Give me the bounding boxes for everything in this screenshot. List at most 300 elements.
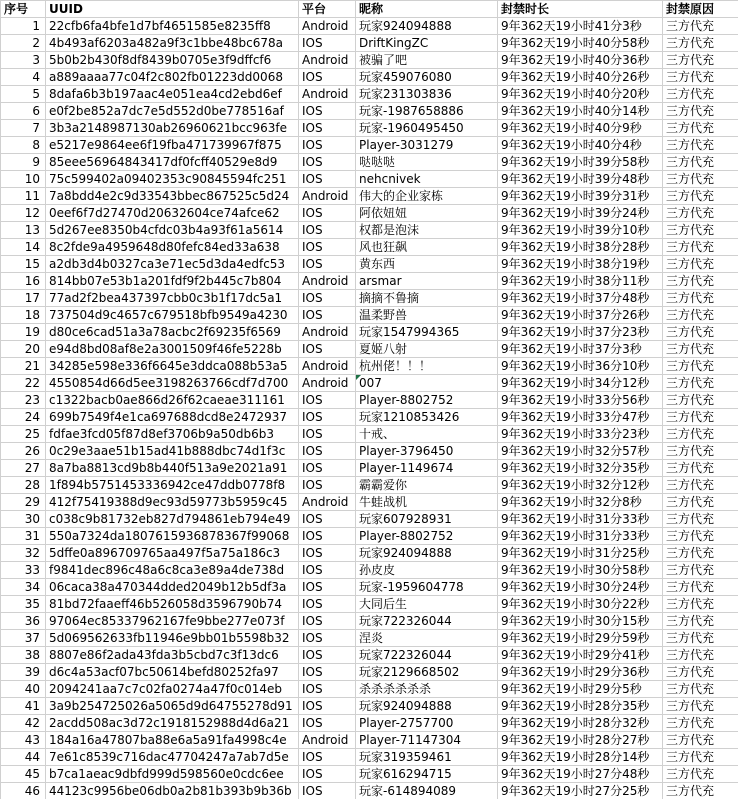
cell-duration[interactable]: 9年362天19小时29分5秒 xyxy=(498,681,663,698)
cell-duration[interactable]: 9年362天19小时33分47秒 xyxy=(498,409,663,426)
cell-duration[interactable]: 9年362天19小时32分57秒 xyxy=(498,443,663,460)
cell-duration[interactable]: 9年362天19小时27分25秒 xyxy=(498,783,663,799)
cell-platform[interactable]: IOS xyxy=(299,596,356,613)
cell-uuid[interactable]: 184a16a47807ba88e6a5a91fa4998c4e xyxy=(46,732,299,749)
cell-platform[interactable]: IOS xyxy=(299,392,356,409)
cell-platform[interactable]: IOS xyxy=(299,103,356,120)
cell-reason[interactable]: 三方代充 xyxy=(663,290,738,307)
header-row xyxy=(1,1,738,18)
cell-reason[interactable]: 三方代充 xyxy=(663,647,738,664)
cell-reason[interactable]: 三方代充 xyxy=(663,511,738,528)
cell-platform[interactable]: IOS xyxy=(299,749,356,766)
cell-uuid[interactable]: b7ca1aeac9dbfd999d598560e0cdc6ee xyxy=(46,766,299,783)
cell-nickname[interactable]: DriftKingZC xyxy=(356,35,498,52)
cell-nickname[interactable]: 哒哒哒 xyxy=(356,154,498,171)
cell-uuid[interactable]: d6c4a53acf07bc50614befd80252fa97 xyxy=(46,664,299,681)
cell-uuid[interactable]: c1322bacb0ae866d26f62caeae311161 xyxy=(46,392,299,409)
cell-reason[interactable]: 三方代充 xyxy=(663,528,738,545)
cell-nickname[interactable]: Player-1149674 xyxy=(356,460,498,477)
cell-uuid[interactable]: c038c9b81732eb827d794861eb794e49 xyxy=(46,511,299,528)
cell-uuid[interactable]: 4550854d66d5ee3198263766cdf7d700 xyxy=(46,375,299,392)
cell-reason[interactable]: 三方代充 xyxy=(663,205,738,222)
cell-platform[interactable]: IOS xyxy=(299,307,356,324)
cell-nickname[interactable]: 玩家-1959604778 xyxy=(356,579,498,596)
cell-duration[interactable]: 9年362天19小时30分24秒 xyxy=(498,579,663,596)
cell-index[interactable]: 15 xyxy=(1,256,46,273)
cell-index[interactable]: 33 xyxy=(1,562,46,579)
cell-index[interactable]: 5 xyxy=(1,86,46,103)
cell-duration[interactable]: 9年362天19小时30分22秒 xyxy=(498,596,663,613)
cell-uuid[interactable]: 2acdd508ac3d72c1918152988d4d6a21 xyxy=(46,715,299,732)
cell-duration[interactable]: 9年362天19小时38分28秒 xyxy=(498,239,663,256)
cell-nickname[interactable]: 风也狂飙 xyxy=(356,239,498,256)
cell-duration[interactable]: 9年362天19小时40分26秒 xyxy=(498,69,663,86)
column-header-uuid[interactable]: UUID xyxy=(46,1,299,18)
cell-uuid[interactable]: 699b7549f4e1ca697688dcd8e2472937 xyxy=(46,409,299,426)
cell-reason[interactable]: 三方代充 xyxy=(663,460,738,477)
cell-uuid[interactable]: 5d069562633fb11946e9bb01b5598b32 xyxy=(46,630,299,647)
cell-duration[interactable]: 9年362天19小时32分8秒 xyxy=(498,494,663,511)
cell-index[interactable]: 43 xyxy=(1,732,46,749)
column-header-duration[interactable]: 封禁时长 xyxy=(498,1,663,18)
cell-reason[interactable]: 三方代充 xyxy=(663,409,738,426)
cell-reason[interactable]: 三方代充 xyxy=(663,698,738,715)
cell-index[interactable]: 36 xyxy=(1,613,46,630)
cell-reason[interactable]: 三方代充 xyxy=(663,358,738,375)
cell-duration[interactable]: 9年362天19小时40分4秒 xyxy=(498,137,663,154)
cell-platform[interactable]: Android xyxy=(299,358,356,375)
cell-uuid[interactable]: 814bb07e53b1a201fdf9f2b445c7b804 xyxy=(46,273,299,290)
cell-nickname[interactable]: Player-2757700 xyxy=(356,715,498,732)
cell-duration[interactable]: 9年362天19小时28分27秒 xyxy=(498,732,663,749)
cell-nickname[interactable]: 玩家-614894089 xyxy=(356,783,498,799)
cell-index[interactable]: 19 xyxy=(1,324,46,341)
cell-nickname[interactable]: 孙皮皮 xyxy=(356,562,498,579)
cell-platform[interactable]: IOS xyxy=(299,698,356,715)
cell-uuid[interactable]: 737504d9c4657c679518bfb9549a4230 xyxy=(46,307,299,324)
cell-index[interactable]: 40 xyxy=(1,681,46,698)
cell-reason[interactable]: 三方代充 xyxy=(663,324,738,341)
cell-uuid[interactable]: 0c29e3aae51b15ad41b888dbc74d1f3c xyxy=(46,443,299,460)
cell-reason[interactable]: 三方代充 xyxy=(663,596,738,613)
table-row xyxy=(1,783,738,799)
table-row xyxy=(1,154,738,171)
cell-reason[interactable]: 三方代充 xyxy=(663,154,738,171)
cell-platform[interactable]: IOS xyxy=(299,562,356,579)
cell-uuid[interactable]: 2094241aa7c7c02fa0274a47f0c014eb xyxy=(46,681,299,698)
cell-nickname[interactable]: nehcnivek xyxy=(356,171,498,188)
cell-reason[interactable]: 三方代充 xyxy=(663,239,738,256)
cell-uuid[interactable]: a889aaaa77c04f2c802fb01223dd0068 xyxy=(46,69,299,86)
cell-index[interactable]: 32 xyxy=(1,545,46,562)
cell-reason[interactable]: 三方代充 xyxy=(663,392,738,409)
cell-index[interactable]: 12 xyxy=(1,205,46,222)
cell-nickname[interactable]: 夏姬八射 xyxy=(356,341,498,358)
cell-platform[interactable]: IOS xyxy=(299,222,356,239)
cell-reason[interactable]: 三方代充 xyxy=(663,256,738,273)
cell-reason[interactable]: 三方代充 xyxy=(663,86,738,103)
cell-platform[interactable]: IOS xyxy=(299,613,356,630)
table-row xyxy=(1,324,738,341)
cell-platform[interactable]: IOS xyxy=(299,460,356,477)
cell-index[interactable]: 6 xyxy=(1,103,46,120)
cell-platform[interactable]: IOS xyxy=(299,443,356,460)
cell-reason[interactable]: 三方代充 xyxy=(663,69,738,86)
cell-reason[interactable]: 三方代充 xyxy=(663,307,738,324)
cell-nickname[interactable]: Player-8802752 xyxy=(356,528,498,545)
cell-reason[interactable]: 三方代充 xyxy=(663,273,738,290)
cell-index[interactable]: 21 xyxy=(1,358,46,375)
cell-nickname[interactable]: 玩家924094888 xyxy=(356,698,498,715)
cell-uuid[interactable]: 22cfb6fa4bfe1d7bf4651585e8235ff8 xyxy=(46,18,299,35)
cell-platform[interactable]: IOS xyxy=(299,290,356,307)
cell-platform[interactable]: Android xyxy=(299,732,356,749)
cell-platform[interactable]: Android xyxy=(299,273,356,290)
cell-index[interactable]: 25 xyxy=(1,426,46,443)
cell-duration[interactable]: 9年362天19小时37分48秒 xyxy=(498,290,663,307)
cell-reason[interactable]: 三方代充 xyxy=(663,613,738,630)
cell-index[interactable]: 1 xyxy=(1,18,46,35)
cell-duration[interactable]: 9年362天19小时33分56秒 xyxy=(498,392,663,409)
column-header-nickname[interactable]: 昵称 xyxy=(356,1,498,18)
cell-index[interactable]: 17 xyxy=(1,290,46,307)
cell-platform[interactable]: IOS xyxy=(299,120,356,137)
cell-reason[interactable]: 三方代充 xyxy=(663,18,738,35)
cell-index[interactable]: 23 xyxy=(1,392,46,409)
cell-uuid[interactable]: e94d8bd08af8e2a3001509f46fe5228b xyxy=(46,341,299,358)
cell-platform[interactable]: Android xyxy=(299,52,356,69)
cell-duration[interactable]: 9年362天19小时32分12秒 xyxy=(498,477,663,494)
cell-index[interactable]: 39 xyxy=(1,664,46,681)
cell-uuid[interactable]: 412f75419388d9ec93d59773b5959c45 xyxy=(46,494,299,511)
cell-reason[interactable]: 三方代充 xyxy=(663,137,738,154)
cell-index[interactable]: 44 xyxy=(1,749,46,766)
cell-reason[interactable]: 三方代充 xyxy=(663,579,738,596)
cell-index[interactable]: 28 xyxy=(1,477,46,494)
cell-uuid[interactable]: 75c599402a09402353c90845594fc251 xyxy=(46,171,299,188)
cell-duration[interactable]: 9年362天19小时40分9秒 xyxy=(498,120,663,137)
table-row xyxy=(1,460,738,477)
cell-platform[interactable]: IOS xyxy=(299,137,356,154)
column-header-index[interactable]: 序号 xyxy=(1,1,46,18)
cell-nickname[interactable]: Player-3796450 xyxy=(356,443,498,460)
cell-platform[interactable]: IOS xyxy=(299,511,356,528)
cell-platform[interactable]: IOS xyxy=(299,715,356,732)
cell-platform[interactable]: IOS xyxy=(299,630,356,647)
cell-duration[interactable]: 9年362天19小时39分48秒 xyxy=(498,171,663,188)
cell-duration[interactable]: 9年362天19小时27分48秒 xyxy=(498,766,663,783)
cell-uuid[interactable]: 5dffe0a896709765aa497f5a75a186c3 xyxy=(46,545,299,562)
cell-index[interactable]: 45 xyxy=(1,766,46,783)
cell-nickname[interactable]: 玩家722326044 xyxy=(356,613,498,630)
cell-nickname[interactable]: 涅炎 xyxy=(356,630,498,647)
cell-duration[interactable]: 9年362天19小时39分31秒 xyxy=(498,188,663,205)
cell-uuid[interactable]: 550a7324da1807615936878367f99068 xyxy=(46,528,299,545)
table-row xyxy=(1,545,738,562)
cell-uuid[interactable]: 3b3a2148987130ab26960621bcc963fe xyxy=(46,120,299,137)
cell-nickname[interactable]: 玩家-1987658886 xyxy=(356,103,498,120)
cell-uuid[interactable]: e0f2be852a7dc7e5d552d0be778516af xyxy=(46,103,299,120)
cell-reason[interactable]: 三方代充 xyxy=(663,766,738,783)
cell-nickname[interactable]: 玩家459076080 xyxy=(356,69,498,86)
cell-nickname[interactable]: 玩家2129668502 xyxy=(356,664,498,681)
cell-index[interactable]: 2 xyxy=(1,35,46,52)
table-row xyxy=(1,239,738,256)
cell-platform[interactable]: IOS xyxy=(299,239,356,256)
cell-reason[interactable]: 三方代充 xyxy=(663,426,738,443)
cell-platform[interactable]: Android xyxy=(299,324,356,341)
cell-uuid[interactable]: fdfae3fcd05f87d8ef3706b9a50db6b3 xyxy=(46,426,299,443)
cell-duration[interactable]: 9年362天19小时30分15秒 xyxy=(498,613,663,630)
cell-nickname[interactable]: Player-8802752 xyxy=(356,392,498,409)
cell-index[interactable]: 14 xyxy=(1,239,46,256)
table-row xyxy=(1,222,738,239)
cell-reason[interactable]: 三方代充 xyxy=(663,749,738,766)
cell-uuid[interactable]: 06caca38a470344dded2049b12b5df3a xyxy=(46,579,299,596)
cell-duration[interactable]: 9年362天19小时40分20秒 xyxy=(498,86,663,103)
cell-duration[interactable]: 9年362天19小时29分41秒 xyxy=(498,647,663,664)
cell-duration[interactable]: 9年362天19小时28分32秒 xyxy=(498,715,663,732)
cell-duration[interactable]: 9年362天19小时31分25秒 xyxy=(498,545,663,562)
cell-platform[interactable]: IOS xyxy=(299,664,356,681)
cell-platform[interactable]: IOS xyxy=(299,477,356,494)
cell-nickname[interactable]: 伟大的企业家栋 xyxy=(356,188,498,205)
cell-nickname[interactable]: arsmar xyxy=(356,273,498,290)
cell-duration[interactable]: 9年362天19小时28分35秒 xyxy=(498,698,663,715)
cell-duration[interactable]: 9年362天19小时34分12秒 xyxy=(498,375,663,392)
cell-nickname[interactable]: Player-3031279 xyxy=(356,137,498,154)
cell-platform[interactable]: IOS xyxy=(299,171,356,188)
cell-platform[interactable]: Android xyxy=(299,494,356,511)
cell-nickname[interactable]: 玩家722326044 xyxy=(356,647,498,664)
cell-nickname[interactable]: 杀杀杀杀杀杀 xyxy=(356,681,498,698)
cell-reason[interactable]: 三方代充 xyxy=(663,171,738,188)
cell-index[interactable]: 13 xyxy=(1,222,46,239)
cell-reason[interactable]: 三方代充 xyxy=(663,545,738,562)
cell-reason[interactable]: 三方代充 xyxy=(663,188,738,205)
cell-platform[interactable]: IOS xyxy=(299,154,356,171)
cell-index[interactable]: 4 xyxy=(1,69,46,86)
cell-uuid[interactable]: 8c2fde9a4959648d80fefc84ed33a638 xyxy=(46,239,299,256)
cell-uuid[interactable]: 5b0b2b430f8df8439b0705e3f9dffcf6 xyxy=(46,52,299,69)
cell-nickname[interactable]: 杭州佬！！！ xyxy=(356,358,498,375)
cell-duration[interactable]: 9年362天19小时41分3秒 xyxy=(498,18,663,35)
cell-platform[interactable]: IOS xyxy=(299,409,356,426)
cell-index[interactable]: 35 xyxy=(1,596,46,613)
cell-index[interactable]: 42 xyxy=(1,715,46,732)
cell-reason[interactable]: 三方代充 xyxy=(663,222,738,239)
cell-reason[interactable]: 三方代充 xyxy=(663,783,738,799)
cell-platform[interactable]: IOS xyxy=(299,783,356,799)
cell-nickname[interactable]: 007 xyxy=(356,375,498,392)
cell-uuid[interactable]: 8a7ba8813cd9b8b440f513a9e2021a91 xyxy=(46,460,299,477)
cell-index[interactable]: 37 xyxy=(1,630,46,647)
cell-reason[interactable]: 三方代充 xyxy=(663,375,738,392)
cell-platform[interactable]: IOS xyxy=(299,579,356,596)
cell-nickname[interactable]: 摘摘不鲁摘 xyxy=(356,290,498,307)
cell-nickname[interactable]: 玩家231303836 xyxy=(356,86,498,103)
table-row xyxy=(1,120,738,137)
table-row xyxy=(1,52,738,69)
cell-index[interactable]: 3 xyxy=(1,52,46,69)
cell-uuid[interactable]: 34285e598e336f6645e3ddca088b53a5 xyxy=(46,358,299,375)
cell-index[interactable]: 22 xyxy=(1,375,46,392)
cell-index[interactable]: 16 xyxy=(1,273,46,290)
cell-platform[interactable]: IOS xyxy=(299,681,356,698)
cell-reason[interactable]: 三方代充 xyxy=(663,341,738,358)
cell-reason[interactable]: 三方代充 xyxy=(663,715,738,732)
cell-nickname[interactable]: 玩家616294715 xyxy=(356,766,498,783)
cell-duration[interactable]: 9年362天19小时37分26秒 xyxy=(498,307,663,324)
table-body xyxy=(1,18,738,799)
cell-duration[interactable]: 9年362天19小时37分23秒 xyxy=(498,324,663,341)
cell-platform[interactable]: IOS xyxy=(299,426,356,443)
cell-reason[interactable]: 三方代充 xyxy=(663,103,738,120)
cell-platform[interactable]: Android xyxy=(299,375,356,392)
cell-duration[interactable]: 9年362天19小时33分23秒 xyxy=(498,426,663,443)
cell-nickname[interactable]: 玩家924094888 xyxy=(356,545,498,562)
cell-duration[interactable]: 9年362天19小时37分3秒 xyxy=(498,341,663,358)
cell-nickname[interactable]: Player-71147304 xyxy=(356,732,498,749)
cell-nickname[interactable]: 玩家924094888 xyxy=(356,18,498,35)
cell-duration[interactable]: 9年362天19小时38分11秒 xyxy=(498,273,663,290)
cell-uuid[interactable]: 3a9b254725026a5065d9d64755278d91 xyxy=(46,698,299,715)
cell-uuid[interactable]: 81bd72faaeff46b526058d3596790b74 xyxy=(46,596,299,613)
cell-reason[interactable]: 三方代充 xyxy=(663,443,738,460)
cell-uuid[interactable]: 97064ec85337962167fe9bbe277e073f xyxy=(46,613,299,630)
cell-nickname[interactable]: 玩家1210853426 xyxy=(356,409,498,426)
cell-platform[interactable]: IOS xyxy=(299,69,356,86)
cell-nickname[interactable]: 十戒、 xyxy=(356,426,498,443)
cell-uuid[interactable]: f9841dec896c48a6c8ca3e89a4de738d xyxy=(46,562,299,579)
cell-index[interactable]: 9 xyxy=(1,154,46,171)
cell-reason[interactable]: 三方代充 xyxy=(663,630,738,647)
cell-platform[interactable]: IOS xyxy=(299,256,356,273)
cell-uuid[interactable]: 77ad2f2bea437397cbb0c3b1f17dc5a1 xyxy=(46,290,299,307)
table-row xyxy=(1,715,738,732)
cell-platform[interactable]: Android xyxy=(299,18,356,35)
cell-index[interactable]: 26 xyxy=(1,443,46,460)
cell-uuid[interactable]: 5d267ee8350b4cfdc03b4a93f61a5614 xyxy=(46,222,299,239)
cell-index[interactable]: 31 xyxy=(1,528,46,545)
cell-duration[interactable]: 9年362天19小时38分19秒 xyxy=(498,256,663,273)
cell-index[interactable]: 27 xyxy=(1,460,46,477)
cell-reason[interactable]: 三方代充 xyxy=(663,732,738,749)
cell-reason[interactable]: 三方代充 xyxy=(663,477,738,494)
cell-platform[interactable]: IOS xyxy=(299,545,356,562)
column-header-platform[interactable]: 平台 xyxy=(299,1,356,18)
cell-uuid[interactable]: d80ce6cad51a3a78acbc2f69235f6569 xyxy=(46,324,299,341)
cell-nickname[interactable]: 玩家-1960495450 xyxy=(356,120,498,137)
cell-nickname[interactable]: 阿依妞妞 xyxy=(356,205,498,222)
cell-duration[interactable]: 9年362天19小时40分36秒 xyxy=(498,52,663,69)
cell-index[interactable]: 41 xyxy=(1,698,46,715)
cell-nickname[interactable]: 温柔野兽 xyxy=(356,307,498,324)
cell-reason[interactable]: 三方代充 xyxy=(663,35,738,52)
cell-nickname[interactable]: 霸霸爱你 xyxy=(356,477,498,494)
cell-index[interactable]: 30 xyxy=(1,511,46,528)
cell-duration[interactable]: 9年362天19小时40分14秒 xyxy=(498,103,663,120)
cell-uuid[interactable]: 44123c9956be06db0a2b81b393b9b36b xyxy=(46,783,299,799)
table-row xyxy=(1,375,738,392)
cell-nickname[interactable]: 大同后生 xyxy=(356,596,498,613)
cell-uuid[interactable]: 8807e86f2ada43fda3b5cbd7c3f13dc6 xyxy=(46,647,299,664)
cell-nickname[interactable]: 玩家607928931 xyxy=(356,511,498,528)
cell-duration[interactable]: 9年362天19小时31分33秒 xyxy=(498,528,663,545)
cell-uuid[interactable]: 1f894b5751453336942ce47ddb0778f8 xyxy=(46,477,299,494)
cell-nickname[interactable]: 玩家319359461 xyxy=(356,749,498,766)
cell-platform[interactable]: Android xyxy=(299,86,356,103)
table-row xyxy=(1,137,738,154)
cell-uuid[interactable]: 8dafa6b3b197aac4e051ea4cd2ebd6ef xyxy=(46,86,299,103)
cell-reason[interactable]: 三方代充 xyxy=(663,120,738,137)
cell-duration[interactable]: 9年362天19小时32分35秒 xyxy=(498,460,663,477)
cell-index[interactable]: 10 xyxy=(1,171,46,188)
cell-reason[interactable]: 三方代充 xyxy=(663,664,738,681)
cell-platform[interactable]: IOS xyxy=(299,35,356,52)
cell-duration[interactable]: 9年362天19小时39分24秒 xyxy=(498,205,663,222)
cell-nickname[interactable]: 被骗了吧 xyxy=(356,52,498,69)
cell-duration[interactable]: 9年362天19小时29分59秒 xyxy=(498,630,663,647)
table-row xyxy=(1,273,738,290)
cell-reason[interactable]: 三方代充 xyxy=(663,494,738,511)
cell-index[interactable]: 46 xyxy=(1,783,46,799)
cell-uuid[interactable]: 0eef6f7d27470d20632604ce74afce62 xyxy=(46,205,299,222)
cell-duration[interactable]: 9年362天19小时30分58秒 xyxy=(498,562,663,579)
cell-duration[interactable]: 9年362天19小时29分36秒 xyxy=(498,664,663,681)
cell-index[interactable]: 29 xyxy=(1,494,46,511)
cell-nickname[interactable]: 权都是泡沫 xyxy=(356,222,498,239)
cell-duration[interactable]: 9年362天19小时28分14秒 xyxy=(498,749,663,766)
cell-uuid[interactable]: 7e61c8539c716dac47704247a7ab7d5e xyxy=(46,749,299,766)
cell-platform[interactable]: IOS xyxy=(299,766,356,783)
cell-index[interactable]: 7 xyxy=(1,120,46,137)
column-header-reason[interactable]: 封禁原因 xyxy=(663,1,738,18)
cell-duration[interactable]: 9年362天19小时39分58秒 xyxy=(498,154,663,171)
cell-reason[interactable]: 三方代充 xyxy=(663,52,738,69)
cell-nickname[interactable]: 黄东西 xyxy=(356,256,498,273)
cell-nickname[interactable]: 玩家1547994365 xyxy=(356,324,498,341)
cell-duration[interactable]: 9年362天19小时36分10秒 xyxy=(498,358,663,375)
cell-platform[interactable]: IOS xyxy=(299,205,356,222)
cell-index[interactable]: 38 xyxy=(1,647,46,664)
table-row xyxy=(1,681,738,698)
cell-index[interactable]: 8 xyxy=(1,137,46,154)
cell-uuid[interactable]: 4b493af6203a482a9f3c1bbe48bc678a xyxy=(46,35,299,52)
table-row xyxy=(1,341,738,358)
cell-index[interactable]: 34 xyxy=(1,579,46,596)
cell-nickname[interactable]: 牛蛙战机 xyxy=(356,494,498,511)
cell-reason[interactable]: 三方代充 xyxy=(663,681,738,698)
cell-index[interactable]: 24 xyxy=(1,409,46,426)
cell-duration[interactable]: 9年362天19小时31分33秒 xyxy=(498,511,663,528)
cell-duration[interactable]: 9年362天19小时39分10秒 xyxy=(498,222,663,239)
cell-uuid[interactable]: 7a8bdd4e2c9d33543bbec867525c5d24 xyxy=(46,188,299,205)
cell-platform[interactable]: IOS xyxy=(299,528,356,545)
cell-index[interactable]: 18 xyxy=(1,307,46,324)
cell-platform[interactable]: Android xyxy=(299,188,356,205)
cell-reason[interactable]: 三方代充 xyxy=(663,562,738,579)
cell-uuid[interactable]: a2db3d4b0327ca3e71ec5d3da4edfc53 xyxy=(46,256,299,273)
cell-duration[interactable]: 9年362天19小时40分58秒 xyxy=(498,35,663,52)
table-row xyxy=(1,426,738,443)
cell-uuid[interactable]: 85eee56964843417df0fcff40529e8d9 xyxy=(46,154,299,171)
cell-platform[interactable]: IOS xyxy=(299,647,356,664)
cell-index[interactable]: 20 xyxy=(1,341,46,358)
cell-platform[interactable]: IOS xyxy=(299,341,356,358)
cell-index[interactable]: 11 xyxy=(1,188,46,205)
cell-uuid[interactable]: e5217e9864ee6f19fba471739967f875 xyxy=(46,137,299,154)
